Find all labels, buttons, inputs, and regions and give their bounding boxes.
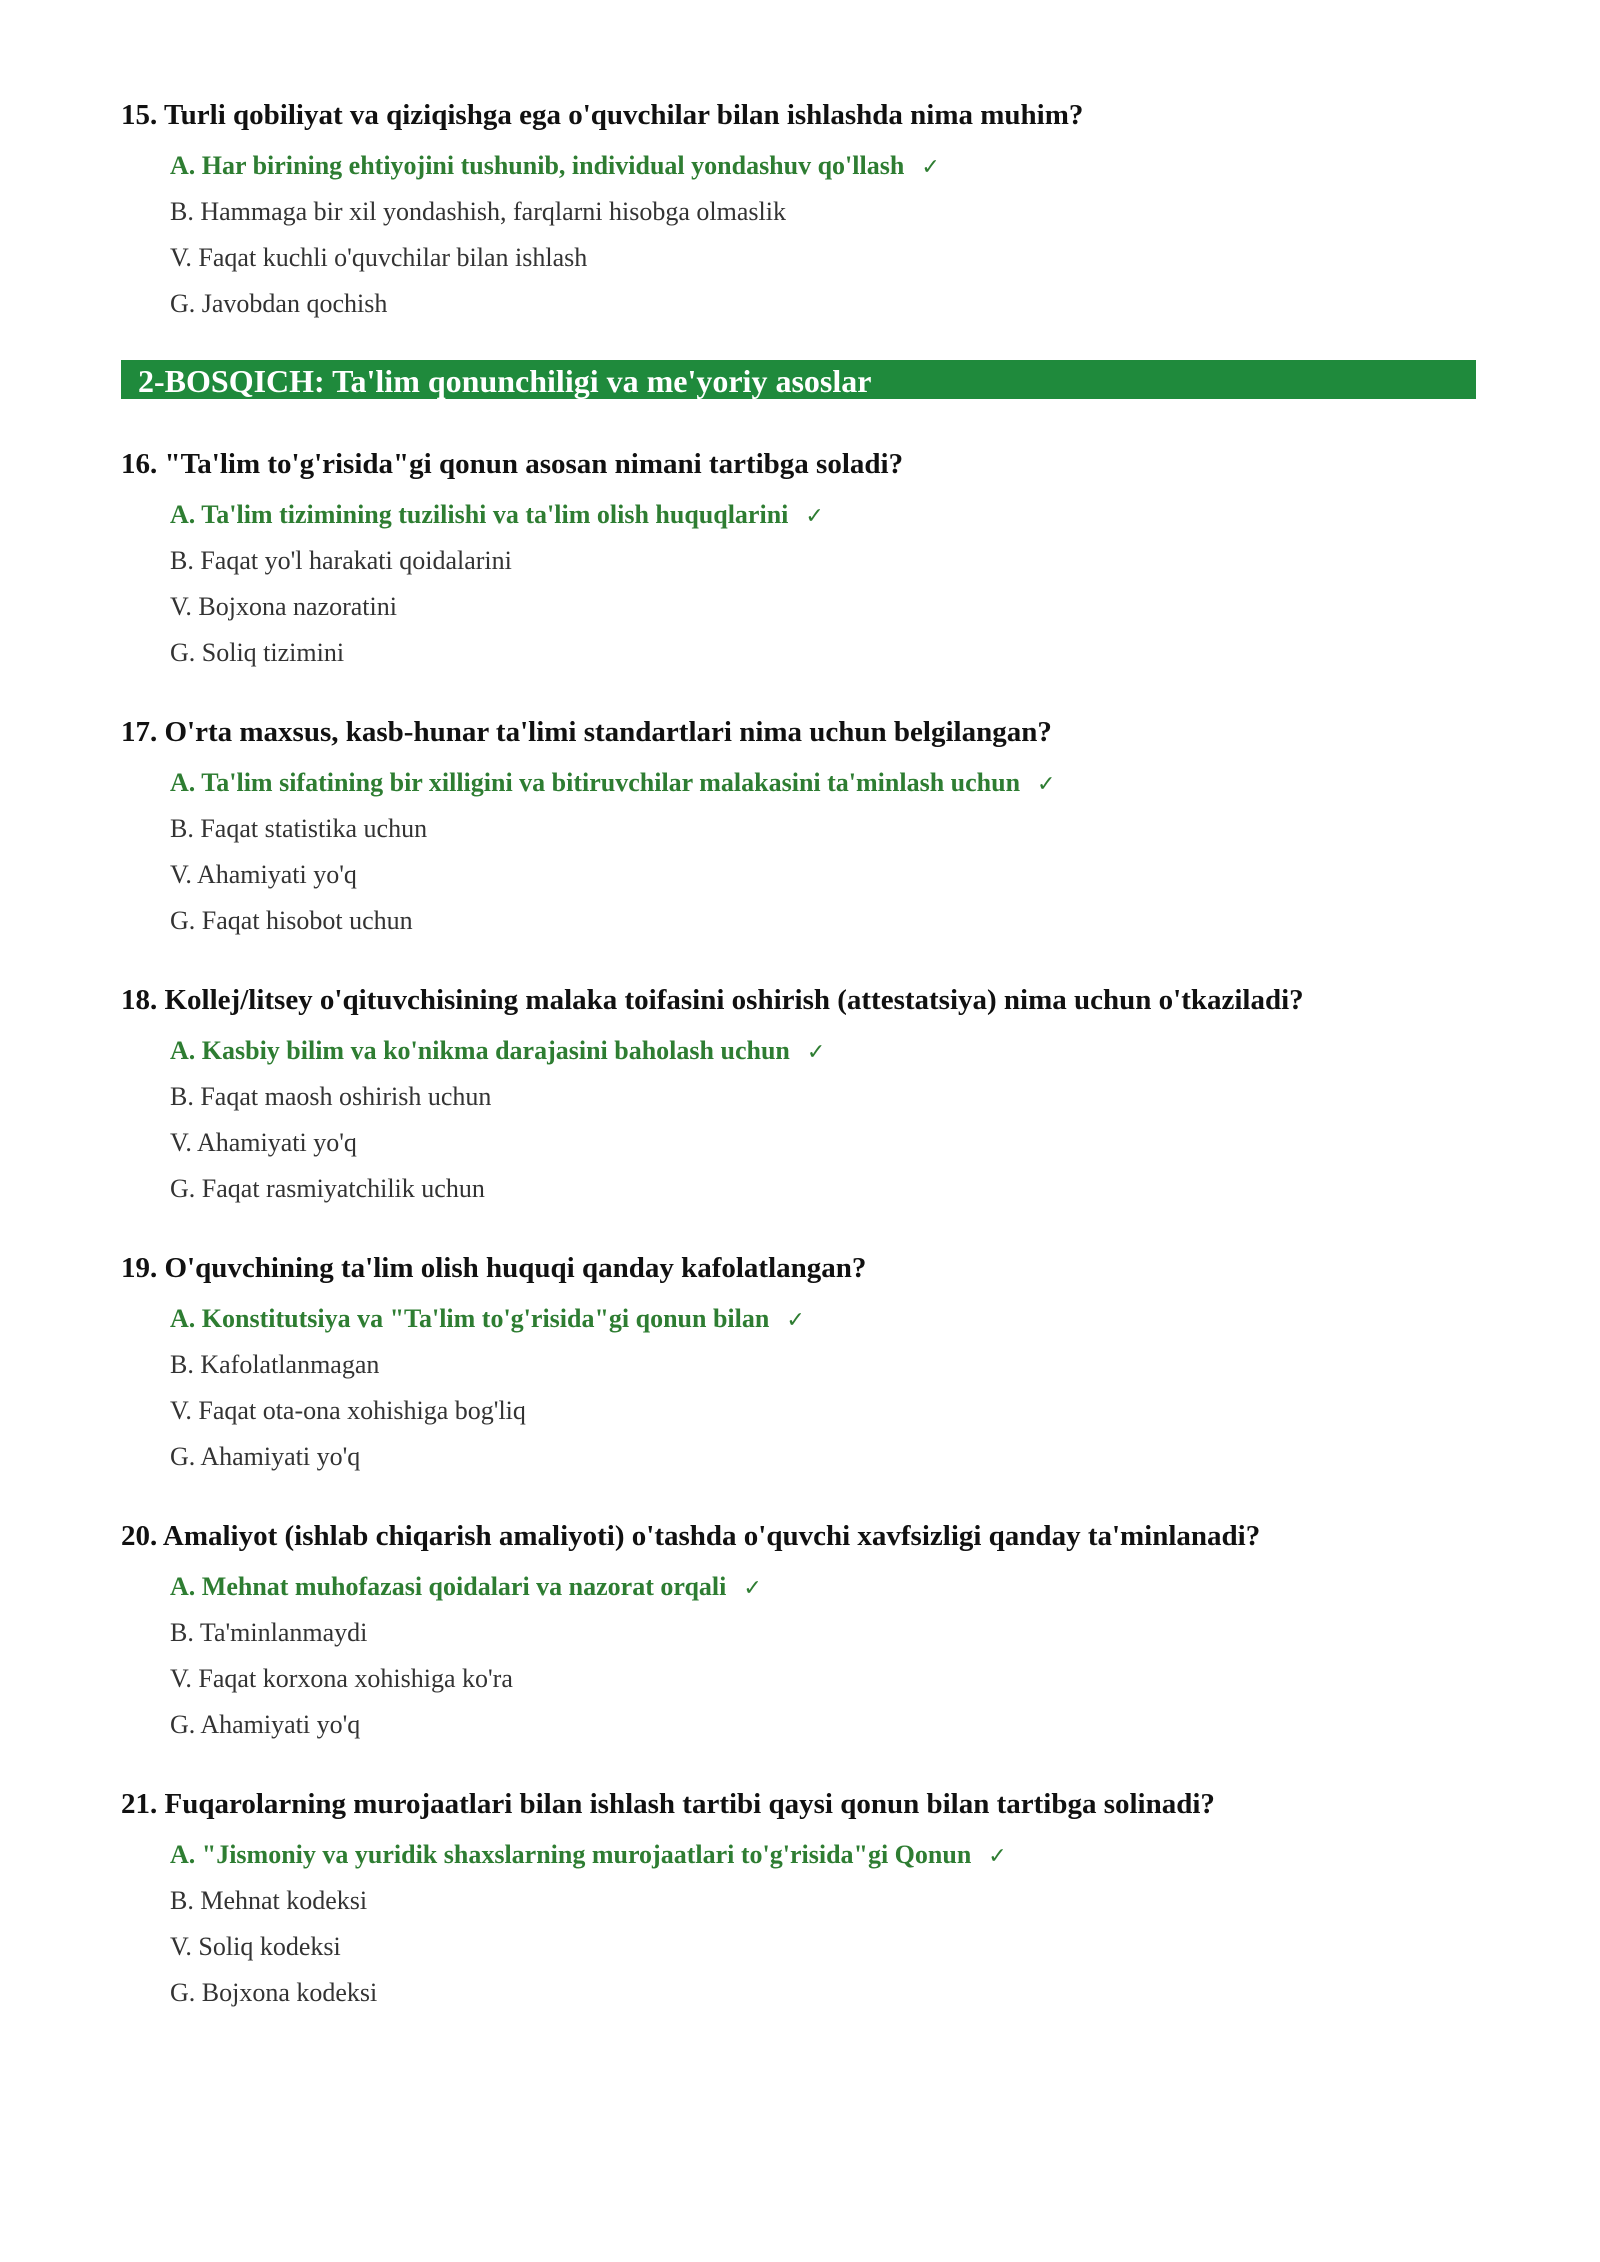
correct-answer-text: A. Konstitutsiya va "Ta'lim to'g'risida"gi qonun bilan — [170, 1304, 770, 1333]
question-21-correct-answer — [170, 1832, 1476, 1878]
question-20-title: 20. Amaliyot (ishlab chiqarish amaliyoti) o'tashda o'quvchi xavfsizligi qanday ta'minlanadi? — [121, 1520, 1261, 1552]
question-21-options — [121, 1832, 1476, 2016]
question-20-option-b: B. Ta'minlanmaydi — [170, 1618, 368, 1647]
question-16-title: 16. "Ta'lim to'g'risida"gi qonun asosan nimani tartibga soladi? — [121, 448, 904, 480]
question-19-option-v: V. Faqat ota-ona xohishiga bog'liq — [170, 1396, 526, 1425]
question-21-option-b: B. Mehnat kodeksi — [170, 1886, 368, 1915]
question-17 — [121, 709, 1476, 944]
correct-answer-text: A. Har birining ehtiyojini tushunib, individual yondashuv qo'llash — [170, 151, 905, 180]
correct-answer-text: A. Mehnat muhofazasi qoidalari va nazorat orqali — [170, 1572, 727, 1601]
question-15-option-b: B. Hammaga bir xil yondashish, farqlarni hisobga olmaslik — [170, 197, 786, 226]
question-16-options — [121, 492, 1476, 676]
question-19-title: 19. O'quvchining ta'lim olish huquqi qanday kafolatlangan? — [121, 1252, 867, 1284]
question-16-option-b: B. Faqat yo'l harakati qoidalarini — [170, 546, 512, 575]
question-16-option-g: G. Soliq tizimini — [170, 638, 345, 667]
question-20-correct-answer — [170, 1564, 1476, 1610]
question-16-correct-answer — [170, 492, 1476, 538]
question-18-option-g: G. Faqat rasmiyatchilik uchun — [170, 1174, 485, 1203]
question-19-correct-answer — [170, 1296, 1476, 1342]
checkmark-icon: ✓ — [805, 504, 824, 529]
question-15-title: 15. Turli qobiliyat va qiziqishga ega o'quvchilar bilan ishlashda nima muhim? — [121, 99, 1084, 131]
correct-answer-text: A. Ta'lim sifatining bir xilligini va bitiruvchilar malakasini ta'minlash uchun — [170, 768, 1021, 797]
question-19-option-g: G. Ahamiyati yo'q — [170, 1442, 361, 1471]
question-19-options — [121, 1296, 1476, 1480]
question-19-option-b: B. Kafolatlanmagan — [170, 1350, 380, 1379]
question-18-title: 18. Kollej/litsey o'qituvchisining malaka toifasini oshirish (attestatsiya) nima uchun o'tkaziladi? — [121, 984, 1304, 1016]
question-15-option-g: G. Javobdan qochish — [170, 289, 388, 318]
section-2-header: 2-BOSQICH: Ta'lim qonunchiligi va me'yoriy asoslar — [121, 360, 1476, 399]
question-21 — [121, 1781, 1476, 2016]
question-15-option-v: V. Faqat kuchli o'quvchilar bilan ishlash — [170, 243, 588, 272]
question-17-option-b: B. Faqat statistika uchun — [170, 814, 428, 843]
correct-answer-text: A. "Jismoniy va yuridik shaxslarning murojaatlari to'g'risida"gi Qonun — [170, 1840, 972, 1869]
question-21-title: 21. Fuqarolarning murojaatlari bilan ishlash tartibi qaysi qonun bilan tartibga solinadi? — [121, 1788, 1215, 1820]
question-17-correct-answer — [170, 760, 1476, 806]
question-18 — [121, 977, 1476, 1212]
quiz-content — [121, 92, 1476, 2049]
question-16 — [121, 441, 1476, 676]
question-18-options — [121, 1028, 1476, 1212]
question-21-option-v: V. Soliq kodeksi — [170, 1932, 341, 1961]
question-18-option-b: B. Faqat maosh oshirish uchun — [170, 1082, 492, 1111]
question-20 — [121, 1513, 1476, 1748]
question-17-options — [121, 760, 1476, 944]
checkmark-icon: ✓ — [743, 1576, 762, 1601]
correct-answer-text: A. Ta'lim tizimining tuzilishi va ta'lim olish huquqlarini — [170, 500, 789, 529]
question-20-option-v: V. Faqat korxona xohishiga ko'ra — [170, 1664, 513, 1693]
question-15-options — [121, 143, 1476, 327]
question-15-correct-answer — [170, 143, 1476, 189]
question-21-option-g: G. Bojxona kodeksi — [170, 1978, 378, 2007]
question-15 — [121, 92, 1476, 327]
question-18-correct-answer — [170, 1028, 1476, 1074]
question-17-option-v: V. Ahamiyati yo'q — [170, 860, 357, 889]
question-20-option-g: G. Ahamiyati yo'q — [170, 1710, 361, 1739]
question-18-option-v: V. Ahamiyati yo'q — [170, 1128, 357, 1157]
question-17-option-g: G. Faqat hisobot uchun — [170, 906, 413, 935]
question-20-options — [121, 1564, 1476, 1748]
checkmark-icon: ✓ — [786, 1308, 805, 1333]
checkmark-icon: ✓ — [921, 155, 940, 180]
checkmark-icon: ✓ — [1037, 772, 1056, 797]
question-16-option-v: V. Bojxona nazoratini — [170, 592, 397, 621]
checkmark-icon: ✓ — [988, 1844, 1007, 1869]
question-19 — [121, 1245, 1476, 1480]
checkmark-icon: ✓ — [806, 1040, 826, 1065]
correct-answer-text: A. Kasbiy bilim va ko'nikma darajasini baholash uchun — [170, 1036, 790, 1065]
question-17-title: 17. O'rta maxsus, kasb-hunar ta'limi standartlari nima uchun belgilangan? — [121, 716, 1052, 748]
